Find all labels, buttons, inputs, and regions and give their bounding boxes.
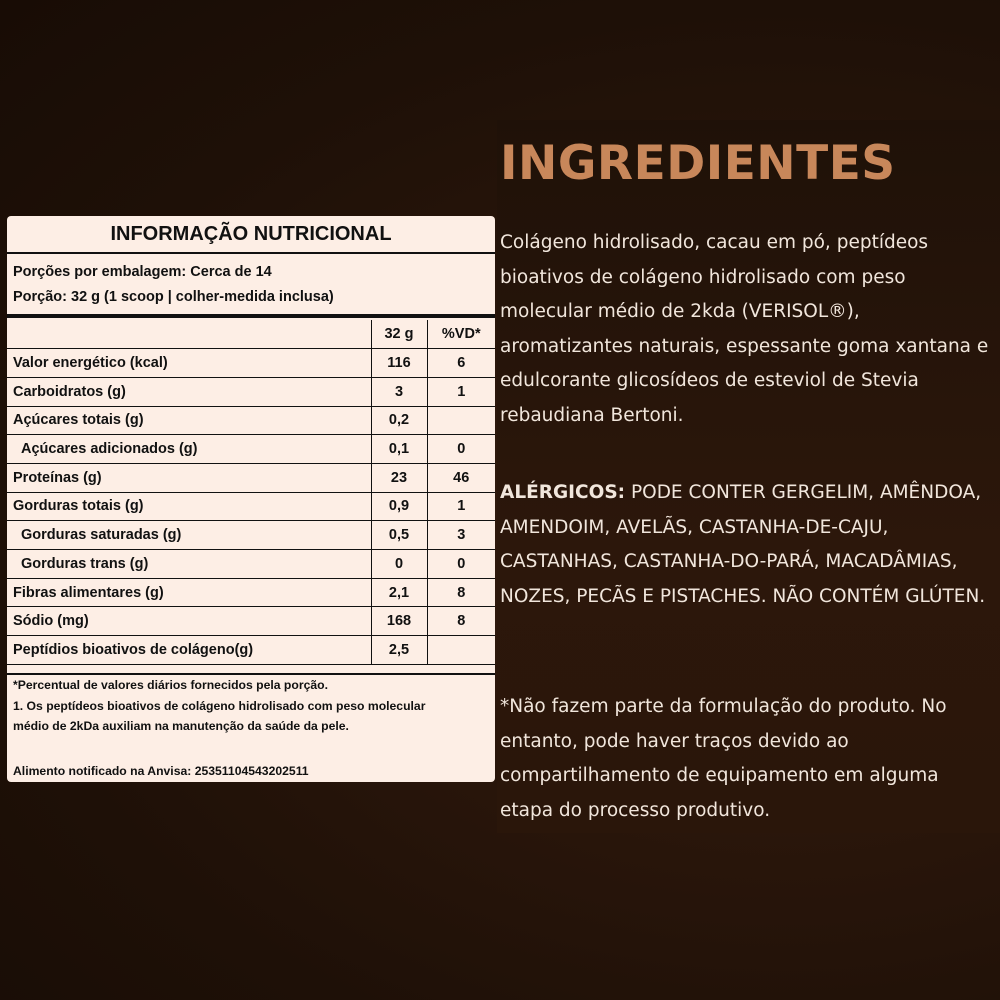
nutrient-amount: 0 (371, 550, 427, 579)
nutrient-name: Sódio (mg) (7, 607, 371, 636)
disclaimer-text: *Não fazem parte da formulação do produto. No entanto, pode haver traços devido ao compartilhamento de equipamento em alguma etapa do processo produtivo. (500, 696, 947, 821)
footnote-daily-values: *Percentual de valores diários fornecidos pela porção. (13, 678, 328, 692)
nutrient-daily-value (427, 636, 495, 665)
table-header-row (7, 320, 495, 349)
nutrient-daily-value: 0 (427, 550, 495, 579)
nutrient-amount: 2,1 (371, 578, 427, 607)
nutrient-daily-value: 0 (427, 435, 495, 464)
nutrient-amount: 3 (371, 377, 427, 406)
header-daily-value: %VD* (427, 320, 495, 349)
nutrition-facts-label (7, 216, 495, 782)
nutrient-amount: 168 (371, 607, 427, 636)
nutrient-name: Açúcares totais (g) (7, 406, 371, 435)
nutrient-name: Fibras alimentares (g) (7, 578, 371, 607)
servings-per-package: Porções por embalagem: Cerca de 14 (13, 264, 272, 280)
table-row (7, 550, 495, 579)
table-row (7, 607, 495, 636)
allergens-text (500, 476, 995, 614)
nutrient-name: Carboidratos (g) (7, 377, 371, 406)
table-row (7, 377, 495, 406)
nutrition-title: INFORMAÇÃO NUTRICIONAL (110, 223, 392, 245)
ingredients-heading: INGREDIENTES (500, 136, 896, 191)
nutrient-daily-value: 8 (427, 607, 495, 636)
nutrient-amount: 0,2 (371, 406, 427, 435)
nutrient-daily-value: 46 (427, 463, 495, 492)
nutrition-table (7, 320, 495, 665)
nutrient-amount: 116 (371, 349, 427, 378)
table-row (7, 435, 495, 464)
nutrient-name: Proteínas (g) (7, 463, 371, 492)
nutrient-daily-value: 3 (427, 521, 495, 550)
table-row (7, 636, 495, 665)
nutrient-amount: 23 (371, 463, 427, 492)
nutrient-amount: 2,5 (371, 636, 427, 665)
nutrient-amount: 0,1 (371, 435, 427, 464)
nutrient-daily-value: 6 (427, 349, 495, 378)
footnote-peptides-line2: médio de 2kDa auxiliam na manutenção da saúde da pele. (13, 719, 349, 733)
divider (7, 252, 495, 254)
table-row (7, 406, 495, 435)
portion-size: Porção: 32 g (1 scoop | colher-medida inclusa) (13, 289, 334, 305)
nutrient-amount: 0,9 (371, 492, 427, 521)
nutrient-daily-value: 8 (427, 578, 495, 607)
anvisa-notification: Alimento notificado na Anvisa: 25351104543202511 (13, 764, 309, 778)
nutrient-daily-value: 1 (427, 377, 495, 406)
allergens-list: PODE CONTER GERGELIM, AMÊNDOA, AMENDOIM, AVELÃS, CASTANHA-DE-CAJU, CASTANHAS, CASTANHA-DO-PARÁ, MACADÂMIAS, NOZES, PECÃS E PISTACHES. NÃO CONTÉM GLÚTEN. (500, 482, 986, 607)
table-row (7, 463, 495, 492)
nutrient-name: Açúcares adicionados (g) (7, 435, 371, 464)
table-row (7, 349, 495, 378)
ingredients-text: Colágeno hidrolisado, cacau em pó, peptídeos bioativos de colágeno hidrolisado com peso molecular médio de 2kda (VERISOL®), aromatizantes naturais, espessante goma xantana e edulcorante glicosídeos de esteviol de Stevia rebaudiana Bertoni. (500, 232, 989, 426)
nutrient-name: Valor energético (kcal) (7, 349, 371, 378)
header-amount: 32 g (371, 320, 427, 349)
nutrient-amount: 0,5 (371, 521, 427, 550)
nutrient-name: Gorduras saturadas (g) (7, 521, 371, 550)
footnote-peptides-line1: 1. Os peptídeos bioativos de colágeno hidrolisado com peso molecular (13, 699, 426, 713)
table-row (7, 578, 495, 607)
table-row (7, 521, 495, 550)
nutrient-daily-value: 1 (427, 492, 495, 521)
nutrient-name: Gorduras trans (g) (7, 550, 371, 579)
header-nutrient (7, 320, 371, 349)
table-row (7, 492, 495, 521)
nutrient-daily-value (427, 406, 495, 435)
nutrient-name: Peptídios bioativos de colágeno(g) (7, 636, 371, 665)
divider-thick (7, 314, 495, 318)
nutrient-name: Gorduras totais (g) (7, 492, 371, 521)
allergens-label: ALÉRGICOS: (500, 482, 626, 503)
